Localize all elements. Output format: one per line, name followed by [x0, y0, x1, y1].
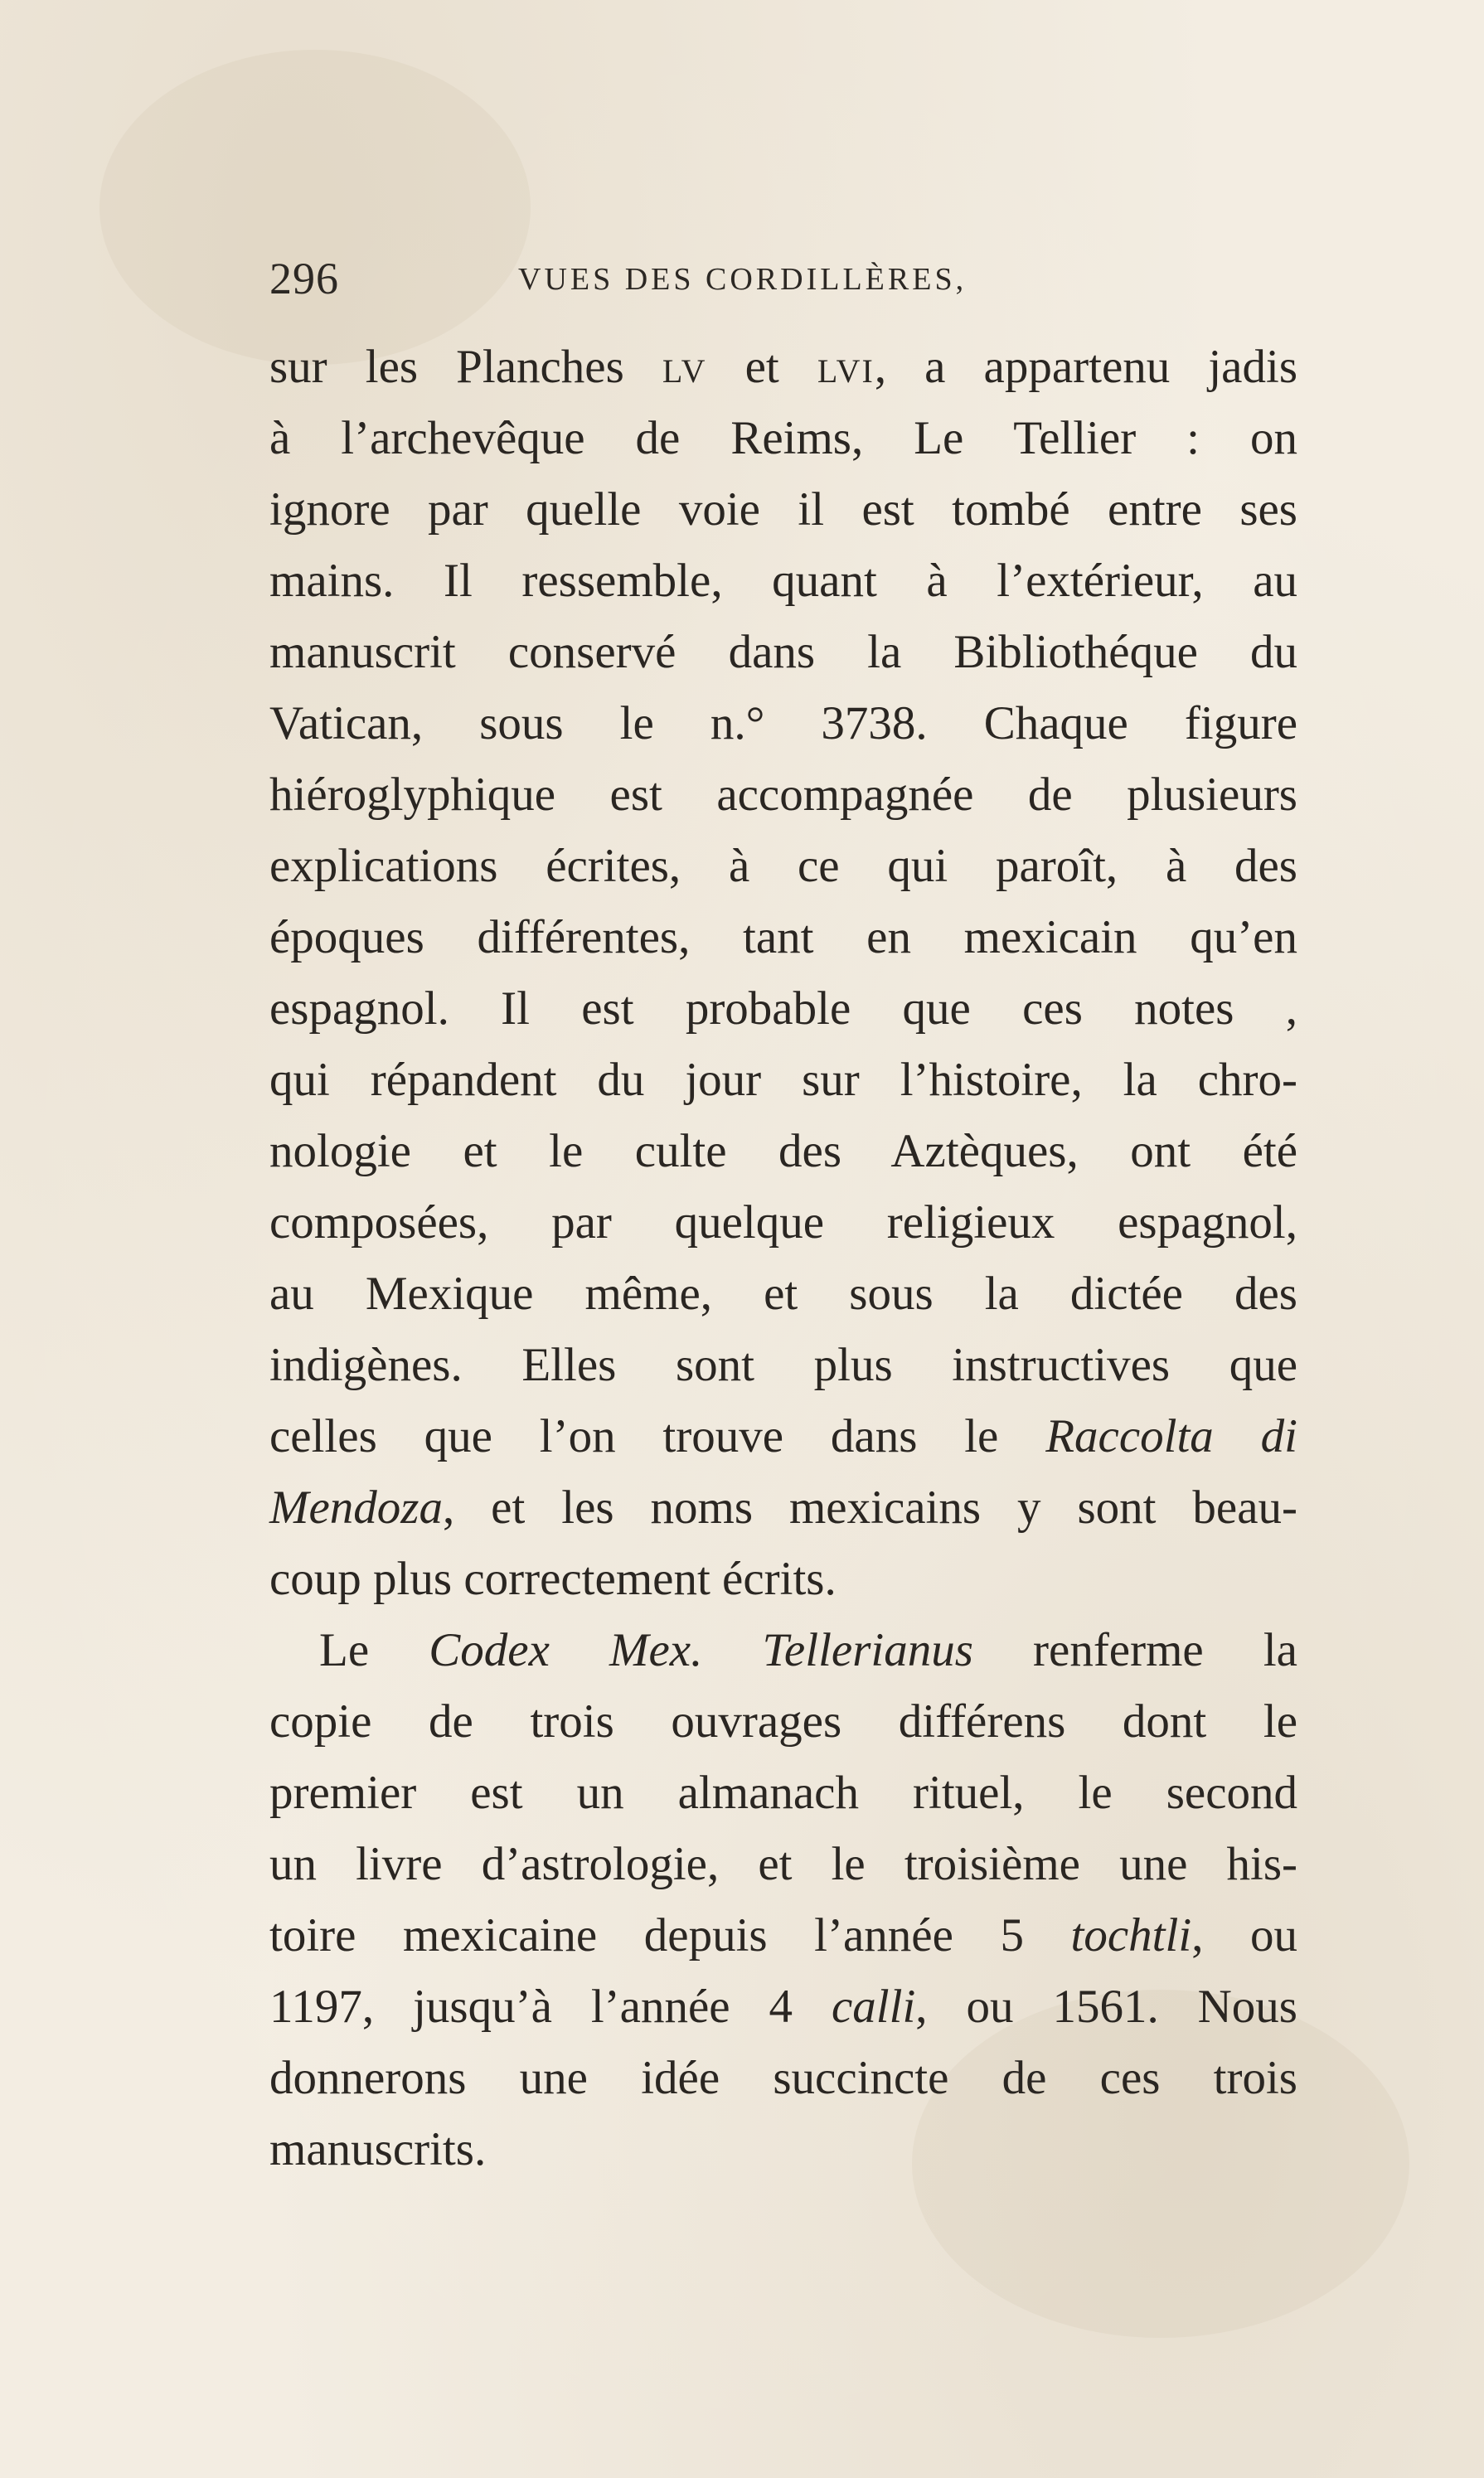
text-line: qui répandent du jour sur l’histoire, la chro-: [269, 1054, 1297, 1106]
text-line: ignore par quelle voie il est tombé entre ses: [269, 483, 1297, 536]
text-line: manuscrit conservé dans la Bibliothéque du: [269, 626, 1297, 678]
text-line: manuscrits.: [269, 2123, 487, 2175]
text-line: composées, par quelque religieux espagnol,: [269, 1196, 1297, 1249]
text-line: mains. Il ressemble, quant à l’extérieur, au: [269, 555, 1297, 607]
text-line: copie de trois ouvrages différens dont le: [269, 1695, 1297, 1748]
text-line: explications écrites, à ce qui paroît, à des: [269, 840, 1297, 892]
text-line: sur les Planches lv et lvi, a appartenu jadis: [269, 341, 1297, 393]
text-line: indigènes. Elles sont plus instructives que: [269, 1339, 1297, 1391]
text-line: celles que l’on trouve dans le Raccolta di: [269, 1410, 1297, 1462]
text-line: époques différentes, tant en mexicain qu’en: [269, 911, 1297, 963]
text-line: premier est un almanach rituel, le second: [269, 1767, 1297, 1819]
body-text: [269, 332, 1297, 2185]
text-line: nologie et le culte des Aztèques, ont été: [269, 1125, 1297, 1177]
text-line: 1197, jusqu’à l’année 4 calli, ou 1561. Nous: [269, 1981, 1297, 2033]
text-line: au Mexique même, et sous la dictée des: [269, 1268, 1297, 1320]
page-number: 296: [269, 254, 339, 303]
text-line: espagnol. Il est probable que ces notes ,: [269, 982, 1297, 1035]
text-line: hiéroglyphique est accompagnée de plusieurs: [269, 769, 1297, 821]
text-line: un livre d’astrologie, et le troisième une his-: [269, 1838, 1297, 1890]
running-head: [269, 253, 1297, 319]
text-line: Vatican, sous le n.° 3738. Chaque figure: [269, 697, 1297, 749]
text-line: coup plus correctement écrits.: [269, 1553, 837, 1605]
text-line: Mendoza, et les noms mexicains y sont beau-: [269, 1481, 1297, 1534]
running-title: VUES DES CORDILLÈRES,: [518, 262, 968, 297]
text-line: à l’archevêque de Reims, Le Tellier : on: [269, 412, 1297, 464]
text-line: Le Codex Mex. Tellerianus renferme la: [319, 1624, 1297, 1676]
text-line: donnerons une idée succincte de ces trois: [269, 2052, 1297, 2104]
text-line: toire mexicaine depuis l’année 5 tochtli, ou: [269, 1909, 1298, 1962]
